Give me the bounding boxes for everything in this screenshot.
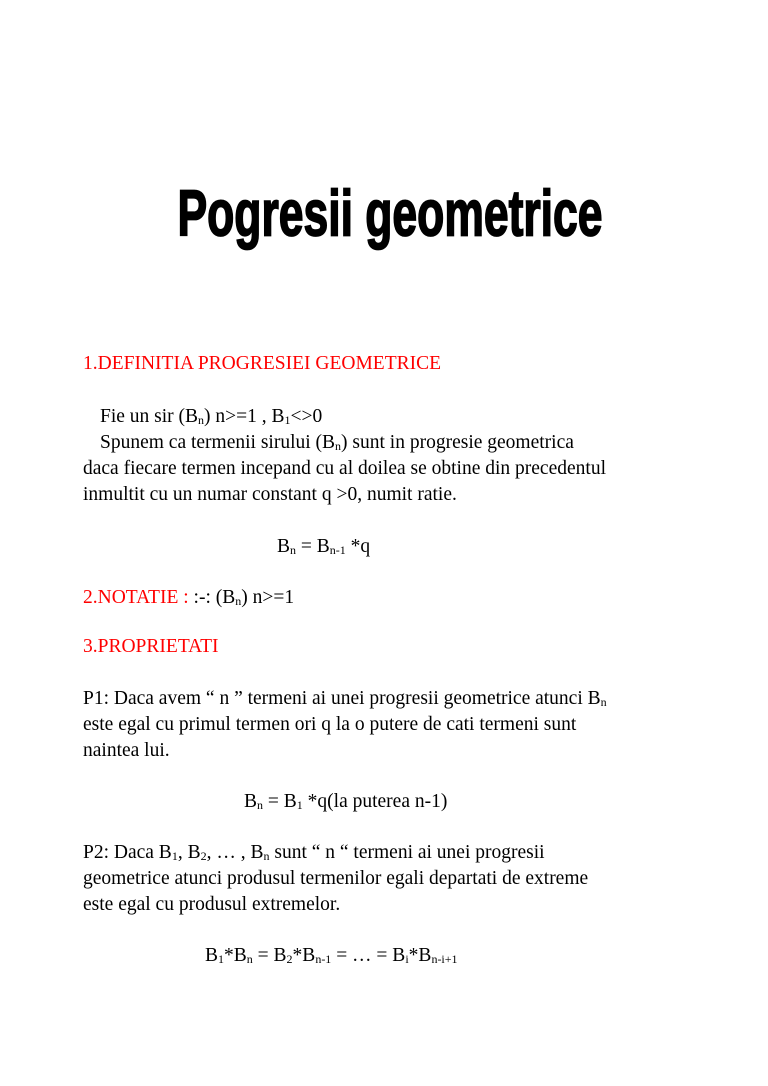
p2-line-2: geometrice atunci produsul termenilor egali departati de extreme [83,868,589,889]
notation-line: 2.NOTATIE : :-: $(B_n)$ n>=1 [83,587,295,608]
definition-formula: $B_n = B_{n-1}$ *q [277,536,371,557]
p1-formula: $B_n = B_1$ *q(la puterea n-1) [244,791,448,812]
section-heading-notation: 2.NOTATIE : [83,587,189,608]
p2-line-3: este egal cu produsul extremelor. [83,894,341,915]
definition-line-1: Fie un sir $(B_n)$ n>=1 , $B_1<>0$ [100,406,323,427]
definition-line-2: Spunem ca termenii sirului $(B_n)$ sunt in progresie geometrica [100,432,574,453]
wordart-title [170,178,610,268]
definition-line-3: daca fiecare termen incepand cu al doilea se obtine din precedentul [83,458,606,479]
title-text: Pogresii geometrice [177,176,603,250]
p1-line-3: naintea lui. [83,740,170,761]
p2-formula: $B_1*B_n = B_2*B_{n-1}$ = … = $B_i*B_{n-i+1}$ [205,945,458,966]
definition-line-4: inmultit cu un numar constant q >0, numit ratie. [83,484,457,505]
p1-line-1: P1: Daca avem “ n ” termeni ai unei progresii geometrice atunci $B_n$ [83,688,607,709]
p1-line-2: este egal cu primul termen ori q la o putere de cati termeni sunt [83,714,577,735]
section-heading-definition: 1.DEFINITIA PROGRESIEI GEOMETRICE [83,353,442,374]
section-heading-properties: 3.PROPRIETATI [83,636,219,657]
p2-line-1: P2: Daca $B_1$, $B_2$, … , $B_n$ sunt “ n “ termeni ai unei progresii [83,842,545,863]
